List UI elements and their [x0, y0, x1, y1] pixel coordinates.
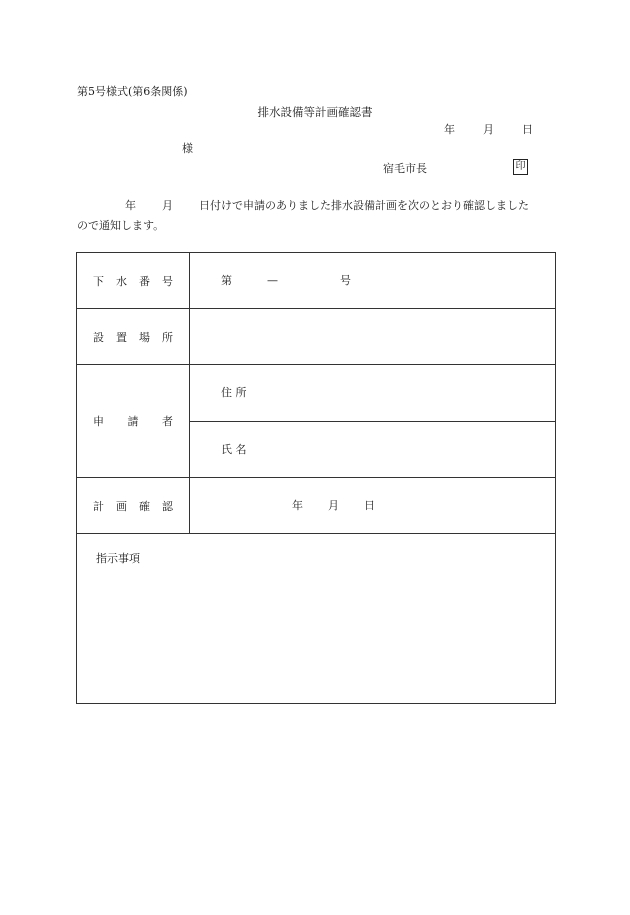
form-id: 第5号様式(第6条関係) — [77, 85, 188, 98]
confirmation-table — [76, 252, 556, 704]
applicant-address-label: 住 所 — [221, 386, 247, 399]
addressee-suffix: 様 — [182, 142, 193, 155]
plan-confirmation-label: 計 画 確 認 — [93, 499, 173, 513]
applicant-label: 申 請 者 — [93, 415, 173, 428]
notice-text — [77, 196, 557, 236]
sewer-number-prefix: 第 — [221, 274, 232, 287]
sewer-number-label: 下 水 番 号 — [93, 274, 173, 288]
notice-month: 月 — [162, 199, 173, 212]
issue-date-day: 日 — [522, 123, 533, 136]
column-divider — [189, 253, 190, 533]
issue-date-month: 月 — [483, 123, 494, 136]
plan-confirmation-year: 年 — [292, 499, 303, 512]
sewer-number-dash: — — [267, 274, 278, 287]
instructions-label: 指示事項 — [96, 552, 140, 565]
plan-confirmation-day: 日 — [364, 499, 375, 512]
applicant-name-label: 氏 名 — [221, 443, 247, 456]
notice-year: 年 — [125, 199, 136, 212]
issuer: 宿毛市長 — [383, 162, 427, 175]
sewer-number-suffix: 号 — [340, 274, 351, 287]
notice-line2: ので通知します。 — [77, 219, 165, 232]
location-field[interactable] — [191, 311, 553, 361]
issue-date-year: 年 — [444, 123, 455, 136]
seal-mark: 印 — [513, 159, 528, 175]
row-divider — [77, 533, 555, 534]
notice-line1: 日付けで申請のありました排水設備計画を次のとおり確認しました — [199, 199, 529, 212]
location-label: 設 置 場 所 — [93, 330, 173, 344]
row-divider — [189, 421, 555, 422]
document-title: 排水設備等計画確認書 — [257, 105, 373, 119]
plan-confirmation-month: 月 — [328, 499, 339, 512]
issue-date — [444, 124, 533, 135]
